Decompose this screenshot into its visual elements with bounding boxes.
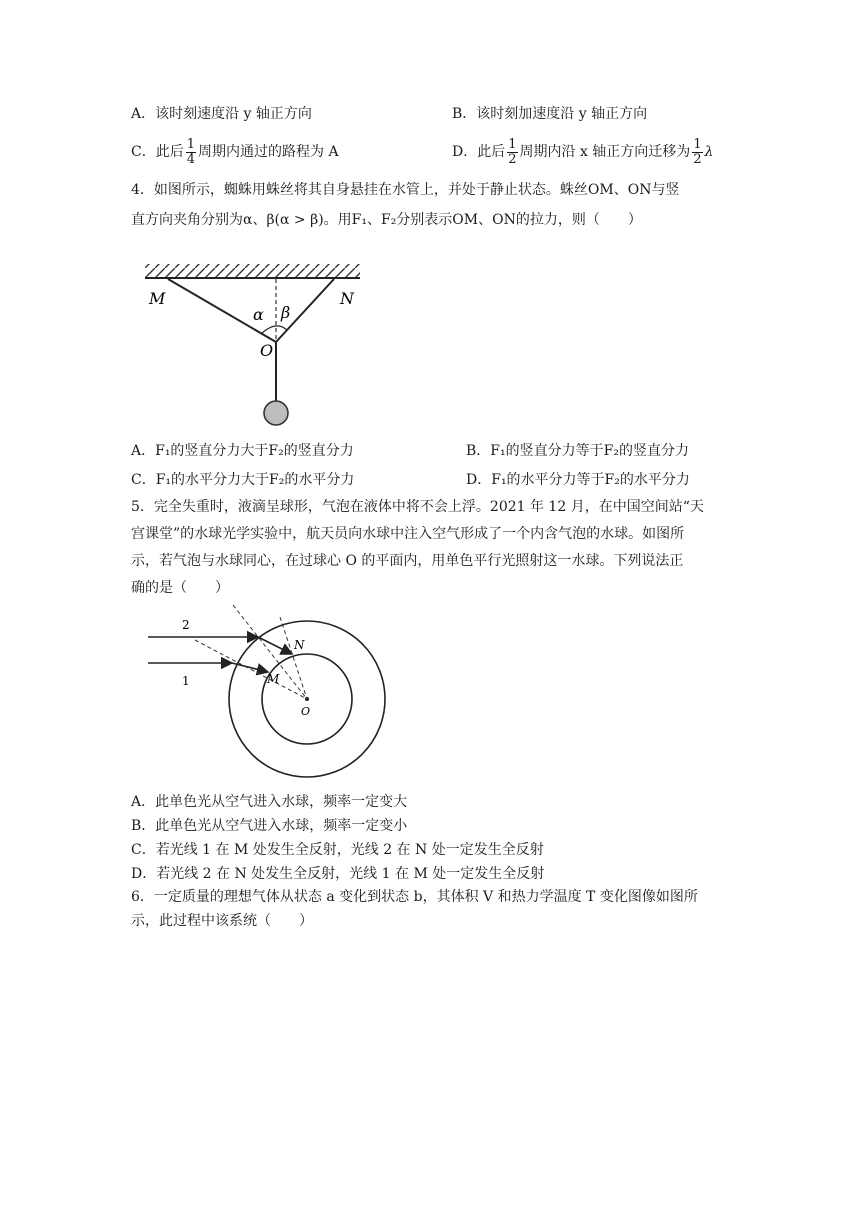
- label-o: O: [301, 705, 311, 718]
- q3-option-d-middle: 周期内沿 x 轴正方向迁移为: [519, 144, 691, 160]
- angle-arc: [261, 326, 287, 334]
- q4-stem-line-2: 直方向夹角分别为α、β(α > β)。用F₁、F₂分别表示OM、ON的拉力，则（ ）: [131, 212, 642, 228]
- fraction-denominator: 2: [508, 151, 517, 167]
- q3-option-c-suffix: 周期内通过的路程为 A: [198, 144, 339, 160]
- label-m: M: [149, 289, 166, 308]
- label-m: M: [267, 672, 280, 686]
- q5-stem-line-1: 5．完全失重时，液滴呈球形，气泡在液体中将不会上浮。2021 年 12 月，在中国空间站“天: [131, 499, 704, 515]
- q4-option-b: B．F₁的竖直分力等于F₂的竖直分力: [466, 443, 689, 459]
- fraction-numerator: 1: [693, 136, 702, 152]
- spider-ball: [264, 401, 288, 425]
- q6-stem-line-2: 示，此过程中该系统（ ）: [131, 913, 313, 929]
- q5-stem-line-4: 确的是（ ）: [131, 580, 229, 596]
- label-beta: β: [281, 303, 291, 322]
- q3-option-c: [131, 136, 339, 168]
- q5-option-b: B．此单色光从空气进入水球，频率一定变小: [131, 818, 408, 834]
- label-n: N: [340, 289, 354, 308]
- fraction-denominator: 4: [186, 151, 195, 167]
- q4-stem-line-1: 4．如图所示，蜘蛛用蛛丝将其自身悬挂在水管上，并处于静止状态。蛛丝OM、ON与竖: [131, 182, 680, 198]
- q6-stem-line-1: 6．一定质量的理想气体从状态 a 变化到状态 b，其体积 V 和热力学温度 T 变化图像如图所: [131, 889, 698, 905]
- ray-1-normal-dashed: [195, 640, 307, 699]
- pipe-hatching: [145, 264, 360, 278]
- ray-1-label: 1: [182, 674, 190, 688]
- q5-stem-line-3: 示，若气泡与水球同心，在过球心 O 的平面内，用单色平行光照射这一水球。下列说法正: [131, 553, 684, 569]
- q4-option-d: D．F₁的水平分力等于F₂的水平分力: [466, 472, 690, 488]
- q4-option-c: C．F₁的水平分力大于F₂的水平分力: [131, 472, 355, 488]
- q5-option-d: D．若光线 2 在 N 处发生全反射，光线 1 在 M 处一定发生全反射: [131, 866, 545, 882]
- ray-2-label: 2: [182, 618, 190, 632]
- q3-option-d-suffix: λ: [704, 144, 714, 160]
- q3-option-d-prefix: D．此后: [452, 144, 506, 160]
- spider-hanging-figure: [135, 258, 375, 430]
- q5-option-a: A．此单色光从空气进入水球，频率一定变大: [131, 794, 408, 810]
- q4-option-a: A．F₁的竖直分力大于F₂的竖直分力: [131, 443, 354, 459]
- label-alpha: α: [253, 305, 264, 324]
- label-o: O: [260, 341, 274, 360]
- q5-option-c: C．若光线 1 在 M 处发生全反射，光线 2 在 N 处一定发生全反射: [131, 842, 544, 858]
- q3-option-c-prefix: C．此后: [131, 144, 184, 160]
- fraction-one-quarter: [186, 138, 196, 167]
- fraction-one-half: [692, 138, 702, 167]
- q3-option-a: A．该时刻速度沿 y 轴正方向: [131, 106, 312, 122]
- q3-option-b: B．该时刻加速度沿 y 轴正方向: [452, 106, 648, 122]
- fraction-one-half: [507, 138, 517, 167]
- fraction-denominator: 2: [693, 151, 702, 167]
- label-n: N: [294, 638, 305, 652]
- ray-1-refracted: [232, 663, 268, 672]
- q5-stem-line-2: 宫课堂”的水球光学实验中，航天员向水球中注入空气形成了一个内含气泡的水球。如图所: [131, 526, 685, 542]
- q3-option-d: [452, 136, 713, 168]
- fraction-numerator: 1: [508, 136, 517, 152]
- fraction-numerator: 1: [186, 136, 195, 152]
- water-ball-figure: [140, 605, 400, 790]
